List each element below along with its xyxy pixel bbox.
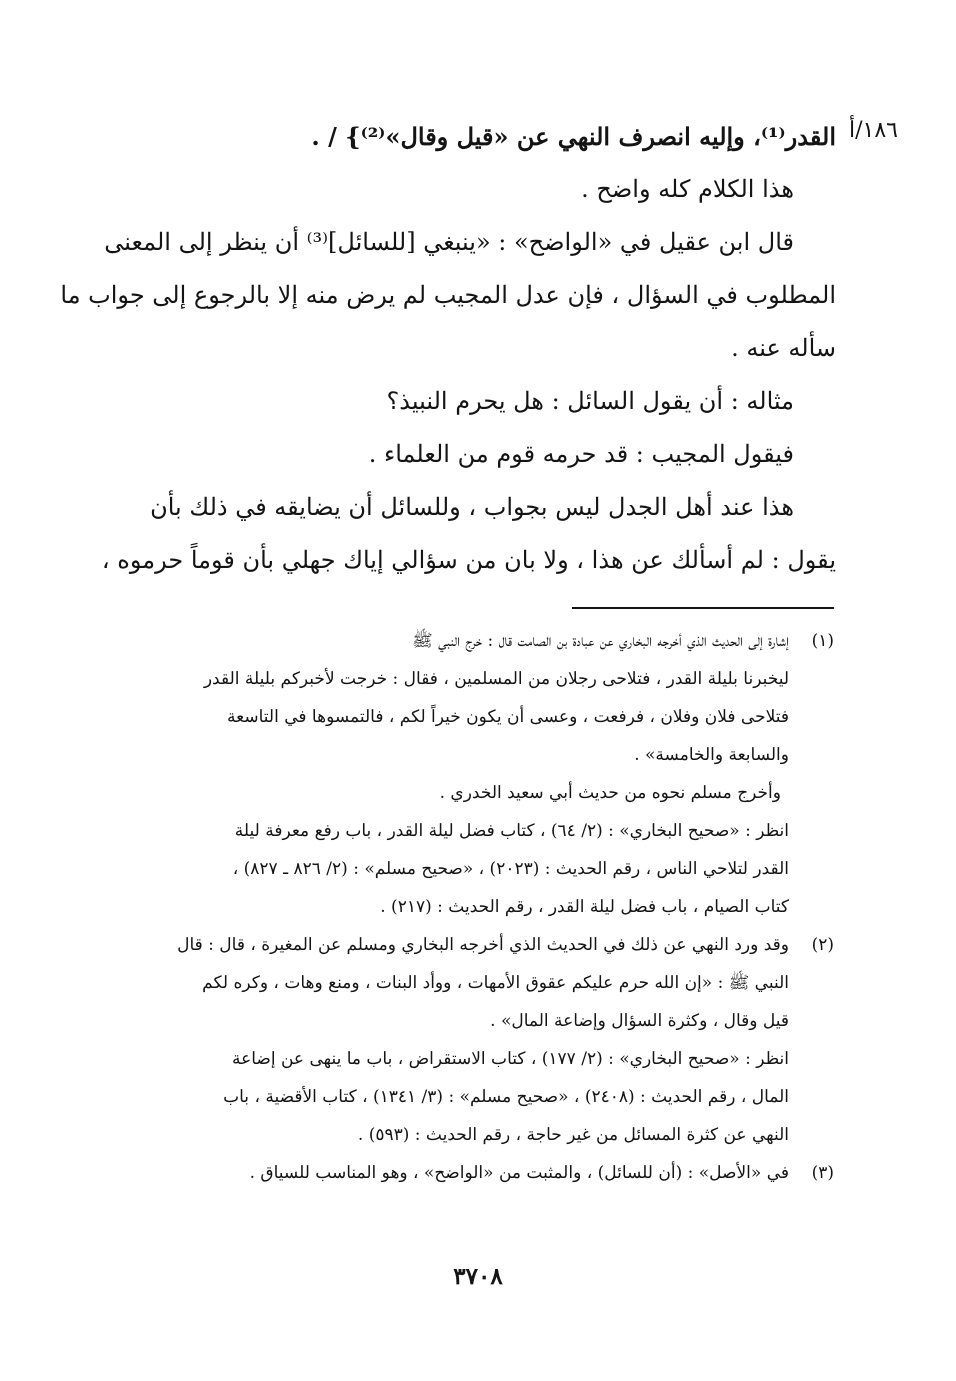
main-line: هذا عند أهل الجدل ليس بجواب ، وللسائل أن يضايقه في ذلك بأن [150, 493, 794, 521]
main-line: المطلوب في السؤال ، فإن عدل المجيب لم يرض منه إلا بالرجوع إلى جواب ما [60, 281, 836, 309]
footnote-line: ليخبرنا بليلة القدر ، فتلاحى رجلان من المسلمين ، فقال : خرجت لأخبركم بليلة القدر [203, 669, 789, 689]
page-number: ٣٧٠٨ [453, 1263, 503, 1290]
main-line: سأله عنه . [731, 334, 836, 362]
footnote-1 [134, 622, 834, 926]
footnote-separator [572, 607, 834, 609]
main-text-block [60, 110, 836, 587]
footnote-number: (١) [811, 631, 834, 651]
footnote-line: قيل وقال ، وكثرة السؤال وإضاعة المال» . [490, 1011, 789, 1031]
main-line: قال ابن عقيل في «الواضح» : «ينبغي [للسائل]⁽³⁾ أن ينظر إلى المعنى [104, 228, 794, 256]
footnote-line: القدر لتلاحي الناس ، رقم الحديث : (٢٠٢٣) ، «صحيح مسلم» : (٢/ ٨٢٦ ـ ٨٢٧) ، [232, 859, 789, 879]
footnote-line: انظر : «صحيح البخاري» : (٢/ ١٧٧) ، كتاب الاستقراض ، باب ما ينهى عن إضاعة [231, 1049, 789, 1069]
footnotes-block [134, 622, 834, 1192]
footnote-line: في «الأصل» : (أن للسائل) ، والمثبت من «الواضح» ، وهو المناسب للسياق . [249, 1163, 789, 1183]
footnote-line: المال ، رقم الحديث : (٢٤٠٨) ، «صحيح مسلم» : (٣/ ١٣٤١) ، كتاب الأقضية ، باب [223, 1087, 789, 1107]
footnote-line: وأخرج مسلم نحوه من حديث أبي سعيد الخدري . [439, 783, 781, 803]
footnote-line: إشارة إلى الحديث الذي أخرجه البخاري عن عبادة بن الصامت قال : خرج النبي ﷺ [412, 631, 789, 651]
footnote-2 [134, 926, 834, 1154]
footnote-line: والسابعة والخامسة» . [634, 745, 789, 765]
footnote-line: النهي عن كثرة المسائل من غير حاجة ، رقم الحديث : (٥٩٣) . [357, 1125, 789, 1145]
footnote-line: النبي ﷺ : «إن الله حرم عليكم عقوق الأمهات ، ووأد البنات ، ومنع وهات ، وكره لكم [202, 973, 789, 993]
footnote-3 [134, 1154, 834, 1192]
footnote-line: انظر : «صحيح البخاري» : (٢/ ٦٤) ، كتاب فضل ليلة القدر ، باب رفع معرفة ليلة [234, 821, 789, 841]
footnote-line: فتلاحى فلان وفلان ، فرفعت ، وعسى أن يكون خيراً لكم ، فالتمسوها في التاسعة [227, 707, 789, 727]
main-line: فيقول المجيب : قد حرمه قوم من العلماء . [368, 440, 794, 468]
footnote-number: (٢) [811, 935, 834, 955]
footnote-line: كتاب الصيام ، باب فضل ليلة القدر ، رقم الحديث : (٢١٧) . [380, 897, 789, 917]
footnote-line: وقد ورد النهي عن ذلك في الحديث الذي أخرجه البخاري ومسلم عن المغيرة ، قال : قال [177, 935, 789, 955]
footnote-number: (٣) [811, 1163, 834, 1183]
main-line: هذا الكلام كله واضح . [581, 175, 794, 203]
main-line: مثاله : أن يقول السائل : هل يحرم النبيذ؟ [386, 387, 794, 415]
main-line: القدر⁽¹⁾، وإليه انصرف النهي عن «قيل وقال»⁽²⁾} / . [311, 122, 836, 151]
margin-folio-reference: ١٨٦/أ [849, 118, 898, 143]
main-line: يقول : لم أسألك عن هذا ، ولا بان من سؤالي إياك جهلي بأن قوماً حرموه ، [101, 546, 836, 574]
